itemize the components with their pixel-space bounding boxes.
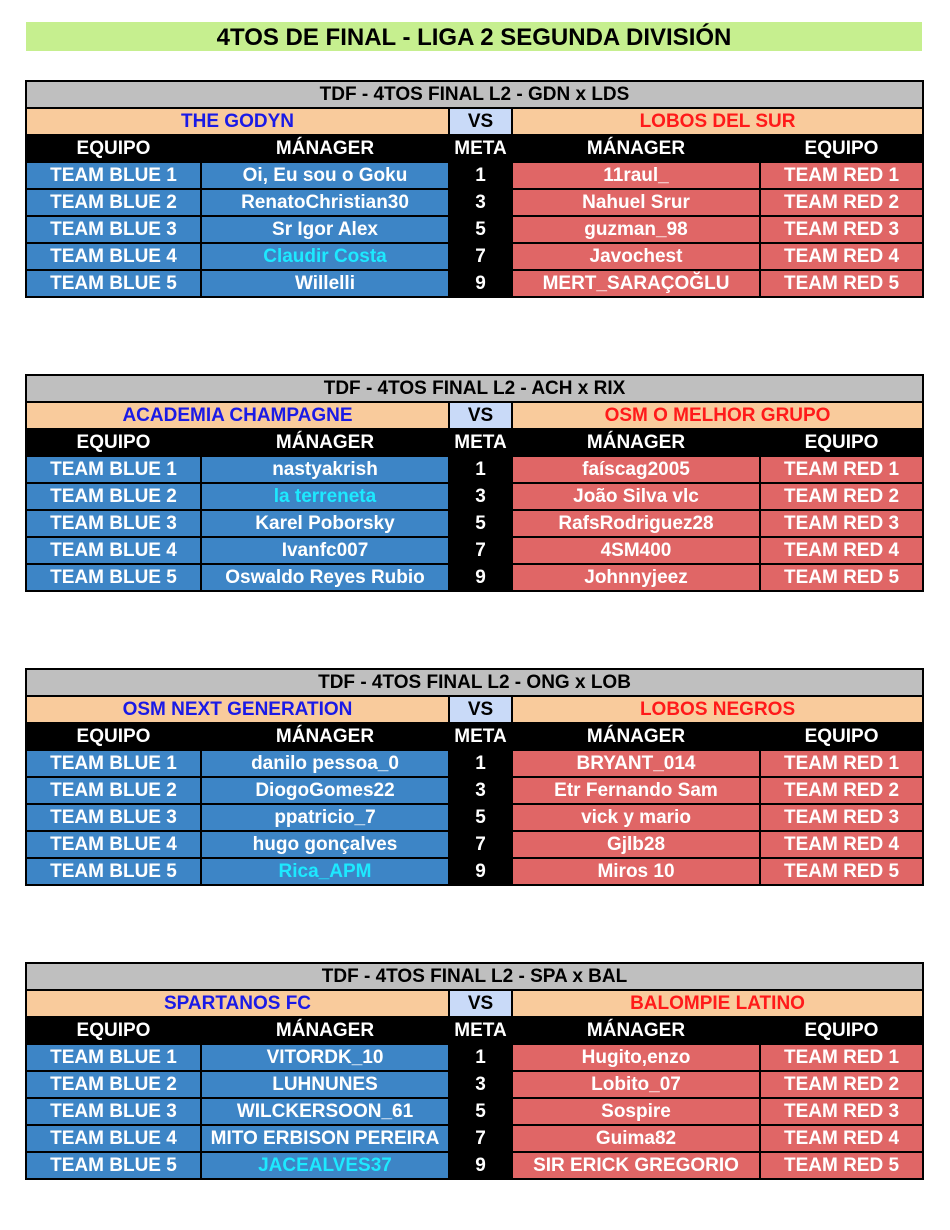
red-manager-cell: Johnnyjeez (512, 564, 760, 591)
red-team-cell: TEAM RED 5 (760, 270, 923, 297)
meta-cell: 1 (449, 162, 512, 189)
meta-cell: 9 (449, 564, 512, 591)
table-row (26, 777, 923, 804)
red-team-cell: TEAM RED 2 (760, 1071, 923, 1098)
blue-team-cell: TEAM BLUE 2 (26, 1071, 201, 1098)
table-row (26, 564, 923, 591)
red-team-cell: TEAM RED 3 (760, 804, 923, 831)
col-equipo: EQUIPO (26, 135, 201, 162)
column-header-row (26, 1017, 923, 1044)
blue-manager-cell: DiogoGomes22 (201, 777, 449, 804)
red-manager-cell: João Silva vlc (512, 483, 760, 510)
red-manager-cell: guzman_98 (512, 216, 760, 243)
match-header-row (26, 963, 923, 990)
blue-team-cell: TEAM BLUE 4 (26, 537, 201, 564)
blue-manager-cell: Willelli (201, 270, 449, 297)
meta-cell: 5 (449, 510, 512, 537)
col-manager: MÁNAGER (512, 429, 760, 456)
meta-cell: 9 (449, 1152, 512, 1179)
blue-team-cell: TEAM BLUE 1 (26, 162, 201, 189)
red-manager-cell: Lobito_07 (512, 1071, 760, 1098)
table-row (26, 189, 923, 216)
red-team-cell: TEAM RED 1 (760, 750, 923, 777)
meta-cell: 1 (449, 750, 512, 777)
table-row (26, 270, 923, 297)
blue-team-cell: TEAM BLUE 3 (26, 510, 201, 537)
blue-team-cell: TEAM BLUE 5 (26, 858, 201, 885)
vs-label: VS (449, 108, 512, 135)
meta-cell: 7 (449, 831, 512, 858)
red-team-cell: TEAM RED 4 (760, 243, 923, 270)
vs-label: VS (449, 696, 512, 723)
col-manager: MÁNAGER (512, 135, 760, 162)
blue-team-cell: TEAM BLUE 3 (26, 216, 201, 243)
blue-manager-cell: la terreneta (201, 483, 449, 510)
red-team-cell: TEAM RED 1 (760, 456, 923, 483)
blue-team-cell: TEAM BLUE 1 (26, 750, 201, 777)
meta-cell: 3 (449, 189, 512, 216)
blue-manager-cell: MITO ERBISON PEREIRA (201, 1125, 449, 1152)
home-team-name: SPARTANOS FC (26, 990, 449, 1017)
red-team-cell: TEAM RED 2 (760, 777, 923, 804)
blue-manager-cell: Claudir Costa (201, 243, 449, 270)
blue-team-cell: TEAM BLUE 3 (26, 1098, 201, 1125)
match-table-ong-lob (25, 668, 924, 886)
col-equipo: EQUIPO (26, 723, 201, 750)
blue-team-cell: TEAM BLUE 2 (26, 189, 201, 216)
red-team-cell: TEAM RED 2 (760, 189, 923, 216)
blue-team-cell: TEAM BLUE 5 (26, 270, 201, 297)
table-row (26, 831, 923, 858)
red-team-cell: TEAM RED 5 (760, 858, 923, 885)
table-row (26, 750, 923, 777)
match-header-row (26, 81, 923, 108)
red-manager-cell: SIR ERICK GREGORIO (512, 1152, 760, 1179)
blue-manager-cell: danilo pessoa_0 (201, 750, 449, 777)
match-table-gdn-lds (25, 80, 924, 298)
red-manager-cell: Nahuel Srur (512, 189, 760, 216)
table-row (26, 483, 923, 510)
col-equipo: EQUIPO (760, 1017, 923, 1044)
home-team-name: ACADEMIA CHAMPAGNE (26, 402, 449, 429)
red-team-cell: TEAM RED 3 (760, 216, 923, 243)
meta-cell: 9 (449, 270, 512, 297)
col-manager: MÁNAGER (201, 723, 449, 750)
match-header: TDF - 4TOS FINAL L2 - SPA x BAL (26, 963, 923, 990)
red-manager-cell: Guima82 (512, 1125, 760, 1152)
table-row (26, 216, 923, 243)
meta-cell: 5 (449, 1098, 512, 1125)
blue-team-cell: TEAM BLUE 4 (26, 831, 201, 858)
meta-cell: 7 (449, 537, 512, 564)
col-meta: META (449, 429, 512, 456)
page-title: 4TOS DE FINAL - LIGA 2 SEGUNDA DIVISIÓN (26, 22, 922, 51)
red-team-cell: TEAM RED 4 (760, 1125, 923, 1152)
away-team-name: LOBOS NEGROS (512, 696, 923, 723)
red-manager-cell: 11raul_ (512, 162, 760, 189)
red-team-cell: TEAM RED 3 (760, 510, 923, 537)
blue-team-cell: TEAM BLUE 4 (26, 1125, 201, 1152)
column-header-row (26, 429, 923, 456)
blue-team-cell: TEAM BLUE 5 (26, 564, 201, 591)
teams-row (26, 990, 923, 1017)
teams-row (26, 108, 923, 135)
teams-row (26, 696, 923, 723)
match-header: TDF - 4TOS FINAL L2 - ACH x RIX (26, 375, 923, 402)
blue-manager-cell: JACEALVES37 (201, 1152, 449, 1179)
blue-manager-cell: Karel Poborsky (201, 510, 449, 537)
meta-cell: 7 (449, 243, 512, 270)
red-manager-cell: RafsRodriguez28 (512, 510, 760, 537)
col-manager: MÁNAGER (201, 429, 449, 456)
table-row (26, 1125, 923, 1152)
blue-manager-cell: LUHNUNES (201, 1071, 449, 1098)
blue-team-cell: TEAM BLUE 4 (26, 243, 201, 270)
away-team-name: BALOMPIE LATINO (512, 990, 923, 1017)
blue-manager-cell: Oi, Eu sou o Goku (201, 162, 449, 189)
meta-cell: 5 (449, 216, 512, 243)
blue-team-cell: TEAM BLUE 1 (26, 1044, 201, 1071)
teams-row (26, 402, 923, 429)
col-manager: MÁNAGER (512, 723, 760, 750)
col-equipo: EQUIPO (26, 1017, 201, 1044)
table-row (26, 804, 923, 831)
home-team-name: THE GODYN (26, 108, 449, 135)
red-team-cell: TEAM RED 3 (760, 1098, 923, 1125)
blue-team-cell: TEAM BLUE 2 (26, 483, 201, 510)
red-manager-cell: Miros 10 (512, 858, 760, 885)
col-manager: MÁNAGER (512, 1017, 760, 1044)
match-table-spa-bal (25, 962, 924, 1180)
column-header-row (26, 723, 923, 750)
vs-label: VS (449, 990, 512, 1017)
red-manager-cell: Hugito,enzo (512, 1044, 760, 1071)
col-equipo: EQUIPO (760, 429, 923, 456)
match-header-row (26, 669, 923, 696)
col-meta: META (449, 1017, 512, 1044)
col-manager: MÁNAGER (201, 135, 449, 162)
column-header-row (26, 135, 923, 162)
red-manager-cell: Gjlb28 (512, 831, 760, 858)
vs-label: VS (449, 402, 512, 429)
table-row (26, 1098, 923, 1125)
col-meta: META (449, 135, 512, 162)
blue-manager-cell: RenatoChristian30 (201, 189, 449, 216)
blue-team-cell: TEAM BLUE 2 (26, 777, 201, 804)
meta-cell: 9 (449, 858, 512, 885)
blue-manager-cell: nastyakrish (201, 456, 449, 483)
red-team-cell: TEAM RED 1 (760, 1044, 923, 1071)
red-manager-cell: MERT_SARAÇOĞLU (512, 270, 760, 297)
match-header: TDF - 4TOS FINAL L2 - ONG x LOB (26, 669, 923, 696)
table-row (26, 510, 923, 537)
meta-cell: 7 (449, 1125, 512, 1152)
meta-cell: 3 (449, 1071, 512, 1098)
blue-manager-cell: Sr Igor Alex (201, 216, 449, 243)
table-row (26, 162, 923, 189)
blue-manager-cell: Ivanfc007 (201, 537, 449, 564)
blue-team-cell: TEAM BLUE 3 (26, 804, 201, 831)
table-row (26, 537, 923, 564)
match-header: TDF - 4TOS FINAL L2 - GDN x LDS (26, 81, 923, 108)
table-row (26, 1071, 923, 1098)
table-row (26, 456, 923, 483)
red-team-cell: TEAM RED 1 (760, 162, 923, 189)
blue-manager-cell: hugo gonçalves (201, 831, 449, 858)
red-team-cell: TEAM RED 2 (760, 483, 923, 510)
blue-manager-cell: WILCKERSOON_61 (201, 1098, 449, 1125)
away-team-name: LOBOS DEL SUR (512, 108, 923, 135)
red-manager-cell: BRYANT_014 (512, 750, 760, 777)
table-row (26, 1152, 923, 1179)
away-team-name: OSM O MELHOR GRUPO (512, 402, 923, 429)
match-table-ach-rix (25, 374, 924, 592)
blue-manager-cell: Oswaldo Reyes Rubio (201, 564, 449, 591)
red-manager-cell: Sospire (512, 1098, 760, 1125)
red-manager-cell: Etr Fernando Sam (512, 777, 760, 804)
home-team-name: OSM NEXT GENERATION (26, 696, 449, 723)
blue-team-cell: TEAM BLUE 5 (26, 1152, 201, 1179)
col-equipo: EQUIPO (760, 723, 923, 750)
red-team-cell: TEAM RED 4 (760, 831, 923, 858)
red-manager-cell: vick y mario (512, 804, 760, 831)
red-team-cell: TEAM RED 4 (760, 537, 923, 564)
blue-manager-cell: Rica_APM (201, 858, 449, 885)
col-equipo: EQUIPO (26, 429, 201, 456)
meta-cell: 3 (449, 483, 512, 510)
table-row (26, 1044, 923, 1071)
red-manager-cell: 4SM400 (512, 537, 760, 564)
meta-cell: 5 (449, 804, 512, 831)
table-row (26, 243, 923, 270)
blue-manager-cell: ppatricio_7 (201, 804, 449, 831)
col-manager: MÁNAGER (201, 1017, 449, 1044)
red-team-cell: TEAM RED 5 (760, 564, 923, 591)
col-equipo: EQUIPO (760, 135, 923, 162)
meta-cell: 1 (449, 1044, 512, 1071)
blue-team-cell: TEAM BLUE 1 (26, 456, 201, 483)
red-manager-cell: Javochest (512, 243, 760, 270)
col-meta: META (449, 723, 512, 750)
meta-cell: 3 (449, 777, 512, 804)
table-row (26, 858, 923, 885)
red-team-cell: TEAM RED 5 (760, 1152, 923, 1179)
red-manager-cell: faíscag2005 (512, 456, 760, 483)
match-header-row (26, 375, 923, 402)
meta-cell: 1 (449, 456, 512, 483)
blue-manager-cell: VITORDK_10 (201, 1044, 449, 1071)
